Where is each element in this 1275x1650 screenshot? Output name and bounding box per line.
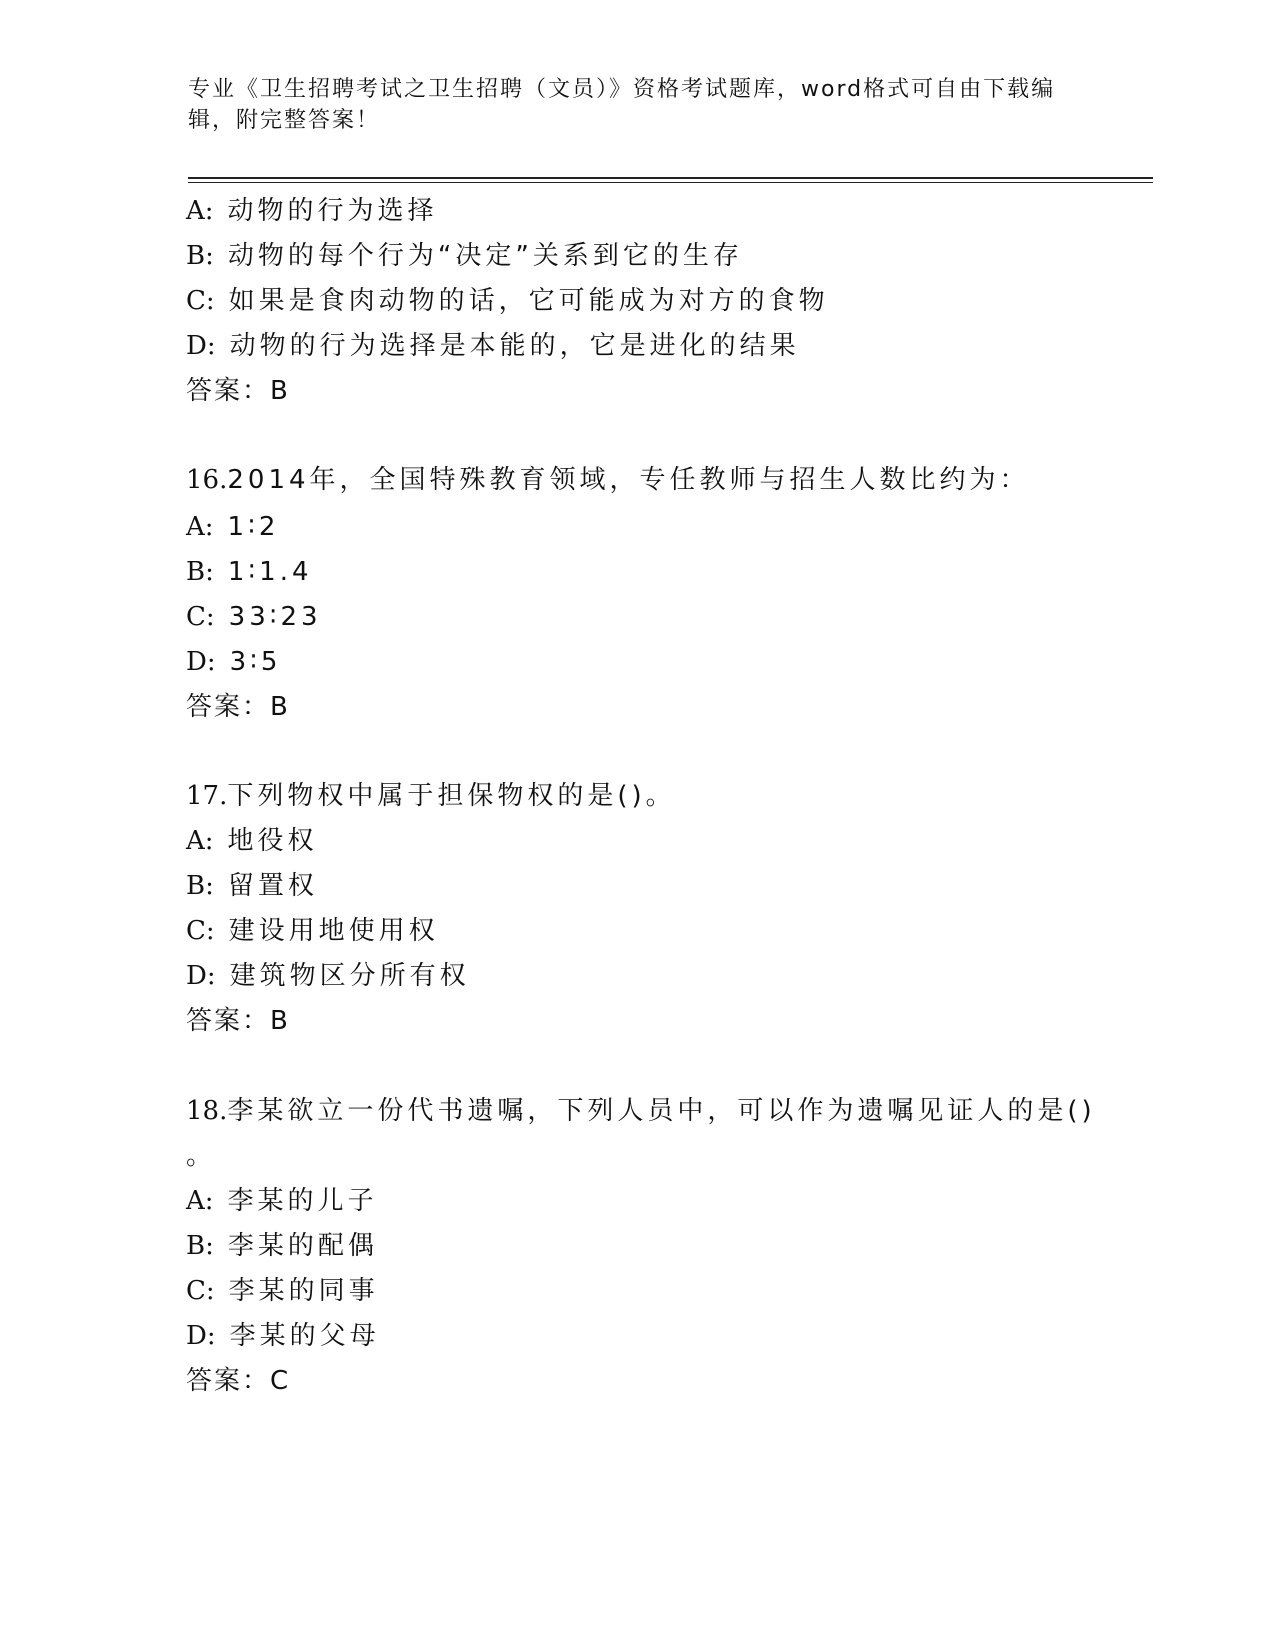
option-label: B: xyxy=(186,241,214,271)
option-text: 3∶5 xyxy=(229,647,282,677)
option-label: A: xyxy=(186,512,214,542)
answer: 答案：C xyxy=(186,1366,291,1396)
option-text: 如果是食肉动物的话，它可能成为对方的食物 xyxy=(228,286,829,316)
option-a xyxy=(186,512,279,542)
question-stem-continuation: 。 xyxy=(186,1141,217,1171)
option-text: 留置权 xyxy=(227,871,318,901)
option-c xyxy=(186,1276,379,1306)
option-label: C: xyxy=(186,286,215,316)
option-label: C: xyxy=(186,1276,215,1306)
option-label: D: xyxy=(186,331,216,361)
option-a xyxy=(186,826,318,856)
question-text: 李某欲立一份代书遗嘱，下列人员中，可以作为遗嘱见证人的是() xyxy=(227,1096,1096,1126)
option-b xyxy=(186,1231,378,1261)
option-text: 李某的父母 xyxy=(229,1321,380,1351)
question-number: 17. xyxy=(186,781,228,811)
option-a xyxy=(186,196,438,226)
option-c xyxy=(186,602,322,632)
option-b xyxy=(186,241,743,271)
option-b xyxy=(186,871,318,901)
option-label: B: xyxy=(186,1231,214,1261)
option-label: C: xyxy=(186,916,215,946)
question-stem xyxy=(186,465,1030,495)
question-stem xyxy=(186,781,676,811)
option-label: D: xyxy=(186,647,216,677)
option-label: B: xyxy=(186,557,214,587)
option-text: 1∶1.4 xyxy=(227,557,313,587)
option-c xyxy=(186,916,439,946)
option-c xyxy=(186,286,829,316)
option-d xyxy=(186,331,800,361)
question-text: 2014年，全国特殊教育领域，专任教师与招生人数比约为： xyxy=(227,465,1030,495)
option-text: 建设用地使用权 xyxy=(228,916,439,946)
document-header: 专业《卫生招聘考试之卫生招聘（文员）》资格考试题库，word格式可自由下载编辑，附完整答案！ xyxy=(188,77,1056,133)
option-text: 动物的每个行为“决定”关系到它的生存 xyxy=(227,241,743,271)
option-text: 李某的儿子 xyxy=(227,1186,378,1216)
option-b xyxy=(186,557,313,587)
question-number: 18. xyxy=(186,1096,228,1126)
option-label: B: xyxy=(186,871,214,901)
option-d xyxy=(186,647,281,677)
option-label: D: xyxy=(186,961,216,991)
option-label: C: xyxy=(186,602,215,632)
header-divider-thin xyxy=(188,182,1153,183)
option-text: 地役权 xyxy=(227,826,318,856)
answer: 答案：B xyxy=(186,1006,290,1036)
option-text: 李某的同事 xyxy=(228,1276,379,1306)
option-text: 33∶23 xyxy=(228,602,322,632)
option-d xyxy=(186,1321,380,1351)
option-text: 动物的行为选择是本能的，它是进化的结果 xyxy=(229,331,800,361)
option-text: 动物的行为选择 xyxy=(227,196,438,226)
option-label: D: xyxy=(186,1321,216,1351)
question-text: 下列物权中属于担保物权的是()。 xyxy=(227,781,676,811)
question-stem xyxy=(186,1096,1096,1126)
answer: 答案：B xyxy=(186,692,290,722)
option-text: 李某的配偶 xyxy=(227,1231,378,1261)
option-a xyxy=(186,1186,378,1216)
answer: 答案：B xyxy=(186,376,290,406)
option-label: A: xyxy=(186,1186,214,1216)
question-number: 16. xyxy=(186,465,228,495)
option-text: 1∶2 xyxy=(227,512,280,542)
option-text: 建筑物区分所有权 xyxy=(229,961,470,991)
option-label: A: xyxy=(186,196,214,226)
option-label: A: xyxy=(186,826,214,856)
header-divider-thick xyxy=(188,177,1153,179)
option-d xyxy=(186,961,470,991)
